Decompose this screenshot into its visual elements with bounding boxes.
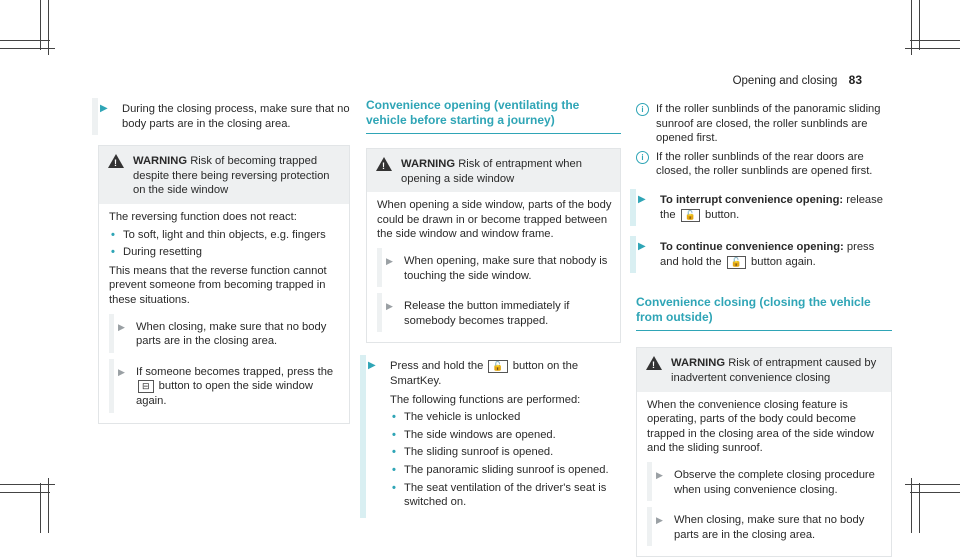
crop-mark [0,484,55,485]
unlock-button-icon: 🔓 [727,256,746,269]
instruction-step [630,236,892,273]
step-text: button on the SmartKey. [390,360,579,387]
info-note [636,102,892,146]
step-text: When closing, make sure that no body parts are in the closing area. [674,514,865,541]
section-title: Convenience opening (ventilating the vehicle before starting a journey) [366,98,621,134]
instruction-step [377,248,612,287]
list-item: • During resetting [109,245,341,260]
crop-mark [40,483,41,533]
crop-mark [48,0,49,55]
instruction-step [92,98,350,135]
step-text: button again. [751,255,816,268]
crop-mark [911,0,912,55]
step-label: To continue convenience opening: [660,241,844,254]
crop-mark [0,492,50,493]
crop-mark [910,492,960,493]
instruction-step [647,507,883,546]
column-2 [366,98,621,518]
warning-icon [108,154,124,168]
list-item: • The panoramic sliding sunroof is opened. [390,463,621,478]
functions-list [390,410,621,510]
warning-title: Risk of becoming trapped despite there being reversing protection on the side window [133,155,330,197]
warning-label: WARNING [401,158,456,170]
warning-title: Risk of entrapment when opening a side window [401,158,582,185]
warning-title: Risk of entrapment caused by inadvertent convenience closing [671,357,877,384]
warning-box [636,347,892,557]
crop-mark [919,0,920,50]
step-text: Observe the complete closing procedure when using convenience closing. [674,468,875,496]
arrow-icon: ▶ [386,301,393,312]
note-text: If the roller sunblinds of the rear doors are closed, the roller sunblinds are opened first. [656,150,873,178]
warning-header [637,348,891,391]
crop-mark [911,478,912,533]
instruction-step [109,359,341,413]
crop-mark [48,478,49,533]
info-icon: i [636,151,649,164]
crop-mark [905,484,960,485]
warning-body [99,204,349,423]
warning-box [366,148,621,343]
instruction-step [630,189,892,226]
page-number: 83 [848,73,862,87]
warning-header [99,146,349,204]
step-text: button to open the side window again. [136,380,313,407]
crop-mark [910,40,960,41]
step-text: When opening, make sure that nobody is touching the side window. [404,254,608,282]
functions-intro: The following functions are performed: [390,393,581,406]
column-3 [636,98,892,557]
instruction-step [377,293,612,332]
arrow-icon: ▶ [638,241,646,253]
warning-header [367,149,620,192]
instruction-step [647,462,883,501]
instruction-step [109,314,341,353]
list-item: • The side windows are opened. [390,428,621,443]
warning-icon [376,157,392,171]
crop-mark [919,483,920,533]
warning-paragraph: This means that the reverse function cannot prevent someone from becoming trapped in these situations. [109,264,327,306]
warning-body [367,192,620,342]
list-item: • The vehicle is unlocked [390,410,621,425]
step-text: Release the button immediately if somebody becomes trapped. [404,300,570,327]
warning-label: WARNING [671,357,726,370]
arrow-icon: ▶ [368,360,376,372]
warning-icon [646,356,662,370]
arrow-icon: ▶ [100,103,108,114]
step-text: When closing, make sure that no body parts are in the closing area. [136,320,327,348]
warning-body [637,392,891,557]
crop-mark [40,0,41,50]
warning-label: WARNING [133,155,188,168]
arrow-icon: ▶ [656,515,663,526]
unlock-button-icon: 🔓 [488,360,507,373]
arrow-icon: ▶ [118,321,125,332]
info-note [636,150,892,179]
crop-mark [0,40,50,41]
section-title: Convenience closing (closing the vehicle from outside) [636,295,892,331]
step-label: To interrupt convenience opening: [660,193,844,206]
warning-paragraph: When opening a side window, parts of the body could be drawn in or become trapped between the side window and window frame. [377,199,612,241]
step-text: During the closing process, make sure that no body parts are in the closing area. [122,103,350,130]
step-text: release the [660,193,883,221]
list-item: • To soft, light and thin objects, e.g. fingers [109,228,341,243]
arrow-icon: ▶ [118,366,125,377]
list-item: • The sliding sunroof is opened. [390,445,621,460]
step-text: Press and hold the [390,360,484,373]
warning-list [109,228,341,260]
warning-intro: The reversing function does not react: [109,210,297,223]
info-icon: i [636,103,649,116]
step-text: If someone becomes trapped, press the [136,365,334,378]
note-text: If the roller sunblinds of the panoramic sliding sunroof are closed, the roller sunblinds are opened first. [656,103,881,145]
arrow-icon: ▶ [638,193,646,205]
step-text: press and hold the [660,241,875,268]
warning-box [98,145,350,423]
page-header [733,73,862,87]
header-title: Opening and closing [732,75,838,87]
step-text: button. [705,208,740,221]
window-button-icon: ⊟ [138,380,154,393]
warning-paragraph: When the convenience closing feature is operating, parts of the body could become trapped in the closing area of the side window and the sliding sunroof. [647,398,875,455]
column-1 [98,98,350,424]
arrow-icon: ▶ [386,255,393,266]
instruction-step [360,355,621,517]
arrow-icon: ▶ [656,469,663,480]
list-item: • The seat ventilation of the driver's seat is switched on. [390,481,621,510]
unlock-button-icon: 🔓 [681,209,700,222]
crop-mark [0,48,55,49]
crop-mark [905,48,960,49]
